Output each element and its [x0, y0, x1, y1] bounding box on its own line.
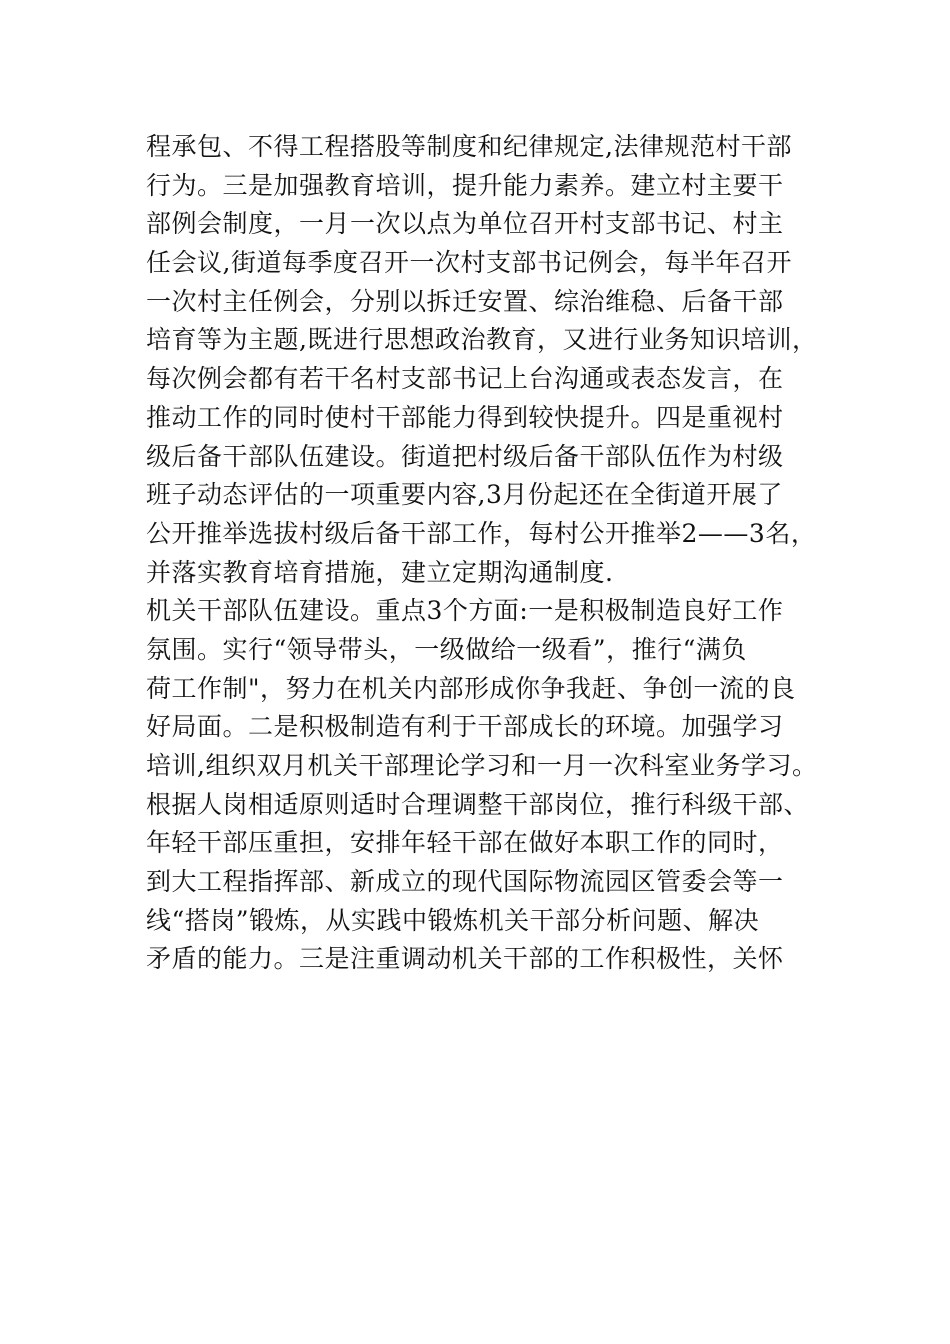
text-line: 氛围。实行“领导带头，一级做给一级看”，推行“满负 [146, 634, 747, 664]
text-line: 年轻干部压重担，安排年轻干部在做好本职工作的同时， [146, 828, 784, 858]
text-line: 级后备干部队伍建设。街道把村级后备干部队伍作为村级 [146, 441, 784, 471]
text-line: 根据人岗相适原则适时合理调整干部岗位，推行科级干部、 [146, 789, 810, 819]
text-line: 线“搭岗”锻炼，从实践中锻炼机关干部分析问题、解决 [146, 905, 760, 935]
text-line: 矛盾的能力。三是注重调动机关干部的工作积极性，关怀 [146, 944, 784, 974]
text-line: 行为。三是加强教育培训，提升能力素养。建立村主要干 [146, 170, 784, 200]
text-line: 机关干部队伍建设。重点3个方面:一是积极制造良好工作 [146, 596, 784, 626]
text-line: 部例会制度，一月一次以点为单位召开村支部书记、村主 [146, 209, 784, 239]
text-line: 推动工作的同时使村干部能力得到较快提升。四是重视村 [146, 402, 784, 432]
text-line: 任会议,街道每季度召开一次村支部书记例会，每半年召开 [146, 248, 792, 278]
text-line: 每次例会都有若干名村支部书记上台沟通或表态发言，在 [146, 364, 784, 394]
text-line: 好局面。二是积极制造有利于干部成长的环境。加强学习 [146, 712, 784, 742]
text-line: 并落实教育培育措施，建立定期沟通制度. [146, 557, 614, 587]
text-line: 公开推举选拔村级后备干部工作，每村公开推举2——3名， [146, 518, 817, 548]
text-line: 程承包、不得工程搭股等制度和纪律规定,法律规范村干部 [146, 132, 792, 161]
body-text [146, 128, 826, 979]
text-line: 到大工程指挥部、新成立的现代国际物流园区管委会等一 [146, 867, 784, 897]
text-line: 荷工作制"，努力在机关内部形成你争我赶、争创一流的良 [146, 673, 796, 703]
text-line: 一次村主任例会，分别以拆迁安置、综治维稳、后备干部 [146, 286, 784, 316]
text-line: 培育等为主题,既进行思想政治教育，又进行业务知识培训， [146, 325, 818, 355]
text-line: 培训,组织双月机关干部理论学习和一月一次科室业务学习。 [146, 751, 818, 780]
text-line: 班子动态评估的一项重要内容,3月份起还在全街道开展了 [146, 480, 783, 510]
